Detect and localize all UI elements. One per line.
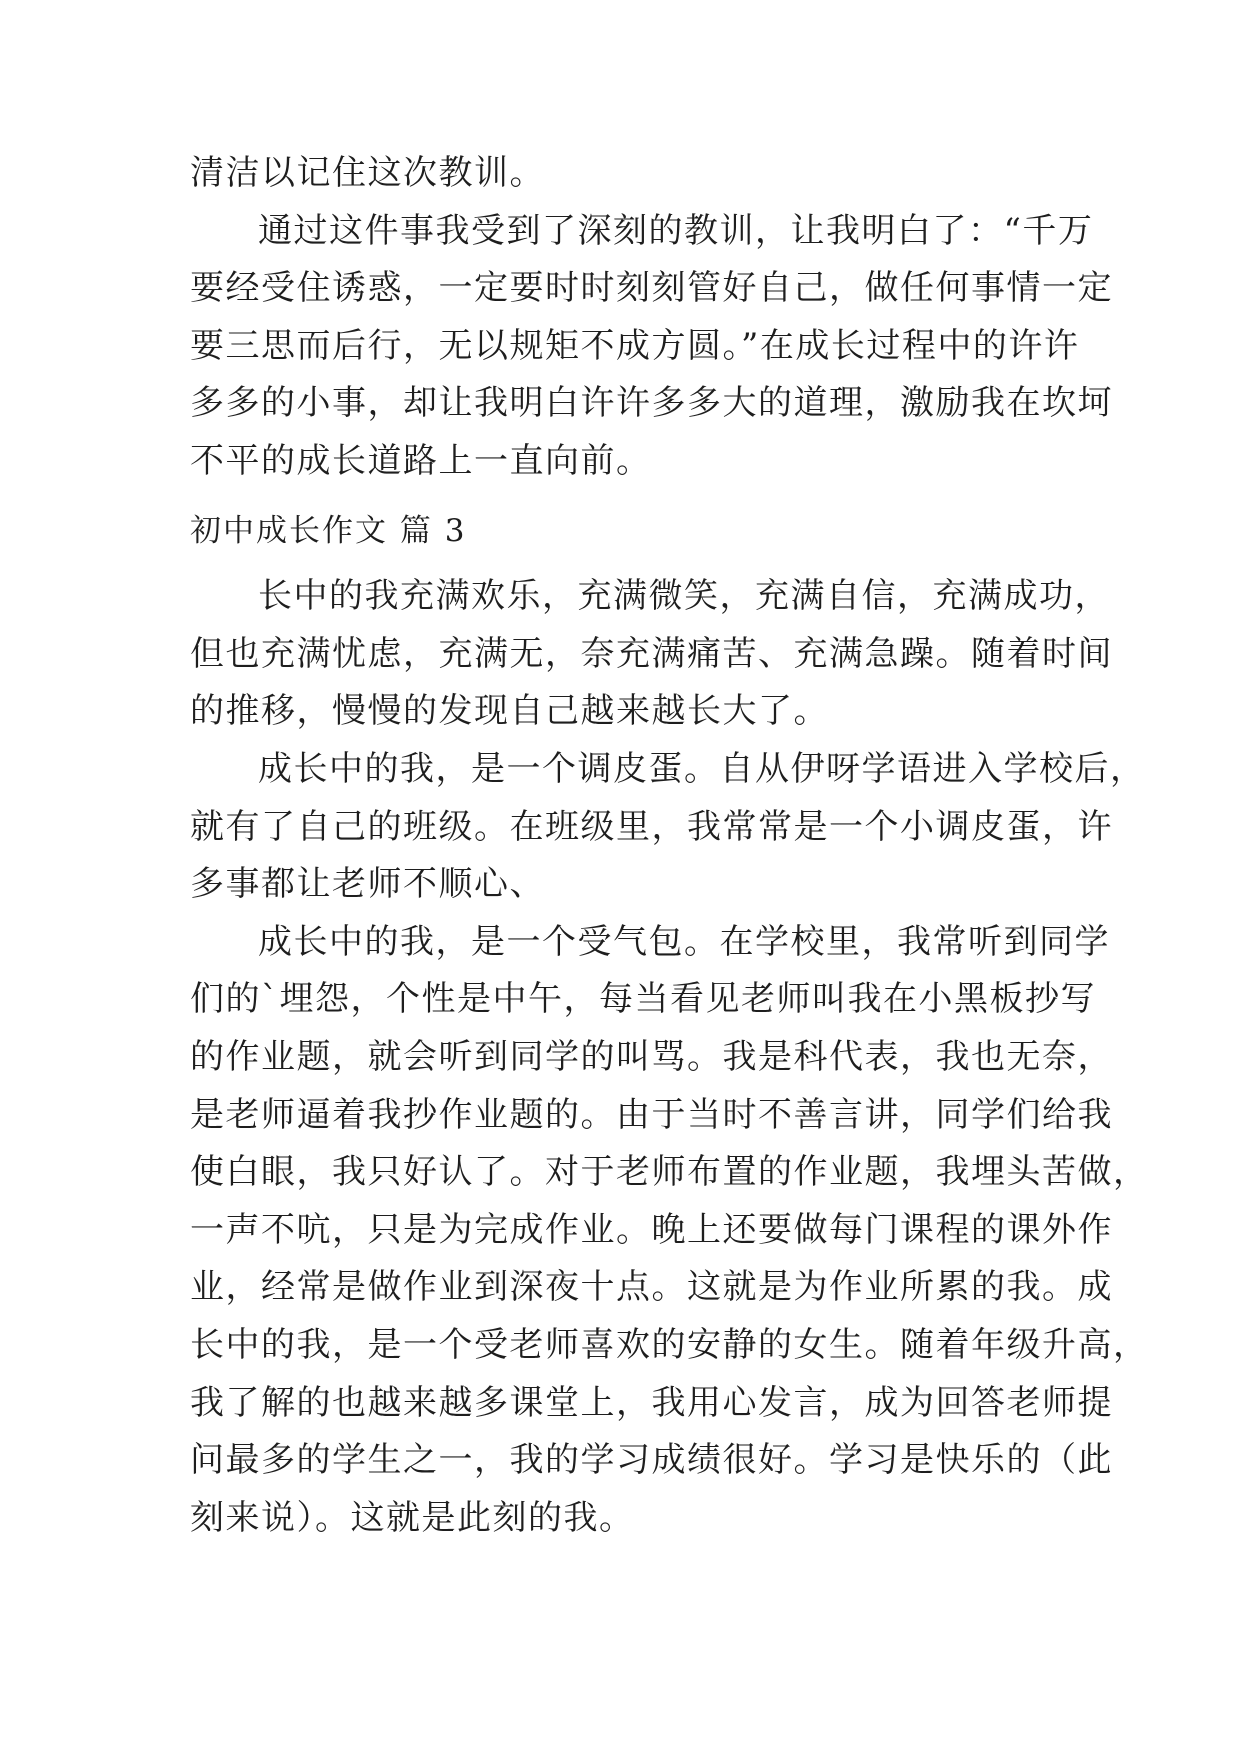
text-line: 一声不吭，只是为完成作业。晚上还要做每门课程的课外作: [190, 1210, 1113, 1250]
text-line: 使白眼，我只好认了。对于老师布置的作业题，我埋头苦做，: [190, 1152, 1149, 1192]
text-line: 不平的成长道路上一直向前。: [190, 441, 652, 481]
paragraph-first-line: 长中的我充满欢乐，充满微笑，充满自信，充满成功，: [258, 576, 1110, 616]
text-line: 问最多的学生之一，我的学习成绩很好。学习是快乐的（此: [190, 1440, 1113, 1480]
paragraph-first-line: 通过这件事我受到了深刻的教训，让我明白了：“千万: [258, 211, 1094, 251]
paragraph-first-line: 成长中的我，是一个调皮蛋。自从伊呀学语进入学校后，: [258, 749, 1146, 789]
text-line: 我了解的也越来越多课堂上，我用心发言，成为回答老师提: [190, 1383, 1113, 1423]
paragraph-first-line: 成长中的我，是一个受气包。在学校里，我常听到同学: [258, 922, 1110, 962]
text-line: 业，经常是做作业到深夜十点。这就是为作业所累的我。成: [190, 1267, 1113, 1307]
text-line: 但也充满忧虑，充满无，奈充满痛苦、充满急躁。随着时间: [190, 634, 1113, 674]
text-line: 就有了自己的班级。在班级里，我常常是一个小调皮蛋，许: [190, 807, 1113, 847]
text-line: 清洁以记住这次教训。: [190, 153, 545, 193]
text-line: 的推移，慢慢的发现自己越来越长大了。: [190, 691, 829, 731]
text-line: 长中的我，是一个受老师喜欢的安静的女生。随着年级升高，: [190, 1325, 1149, 1365]
text-line: 刻来说）。这就是此刻的我。: [190, 1498, 635, 1538]
text-line: 要三思而后行，无以规矩不成方圆。”在成长过程中的许许: [190, 326, 1080, 366]
text-line: 要经受住诱惑，一定要时时刻刻管好自己，做任何事情一定: [190, 268, 1113, 308]
text-line: 的作业题，就会听到同学的叫骂。我是科代表，我也无奈，: [190, 1037, 1113, 1077]
text-line: 多多的小事，却让我明白许许多多大的道理，激励我在坎坷: [190, 383, 1113, 423]
text-line: 们的`埋怨，个性是中午，每当看见老师叫我在小黑板抄写: [190, 979, 1096, 1019]
text-line: 是老师逼着我抄作业题的。由于当时不善言讲，同学们给我: [190, 1095, 1113, 1135]
section-heading: 初中成长作文 篇 3: [190, 513, 467, 549]
text-line: 多事都让老师不顺心、: [190, 864, 545, 904]
